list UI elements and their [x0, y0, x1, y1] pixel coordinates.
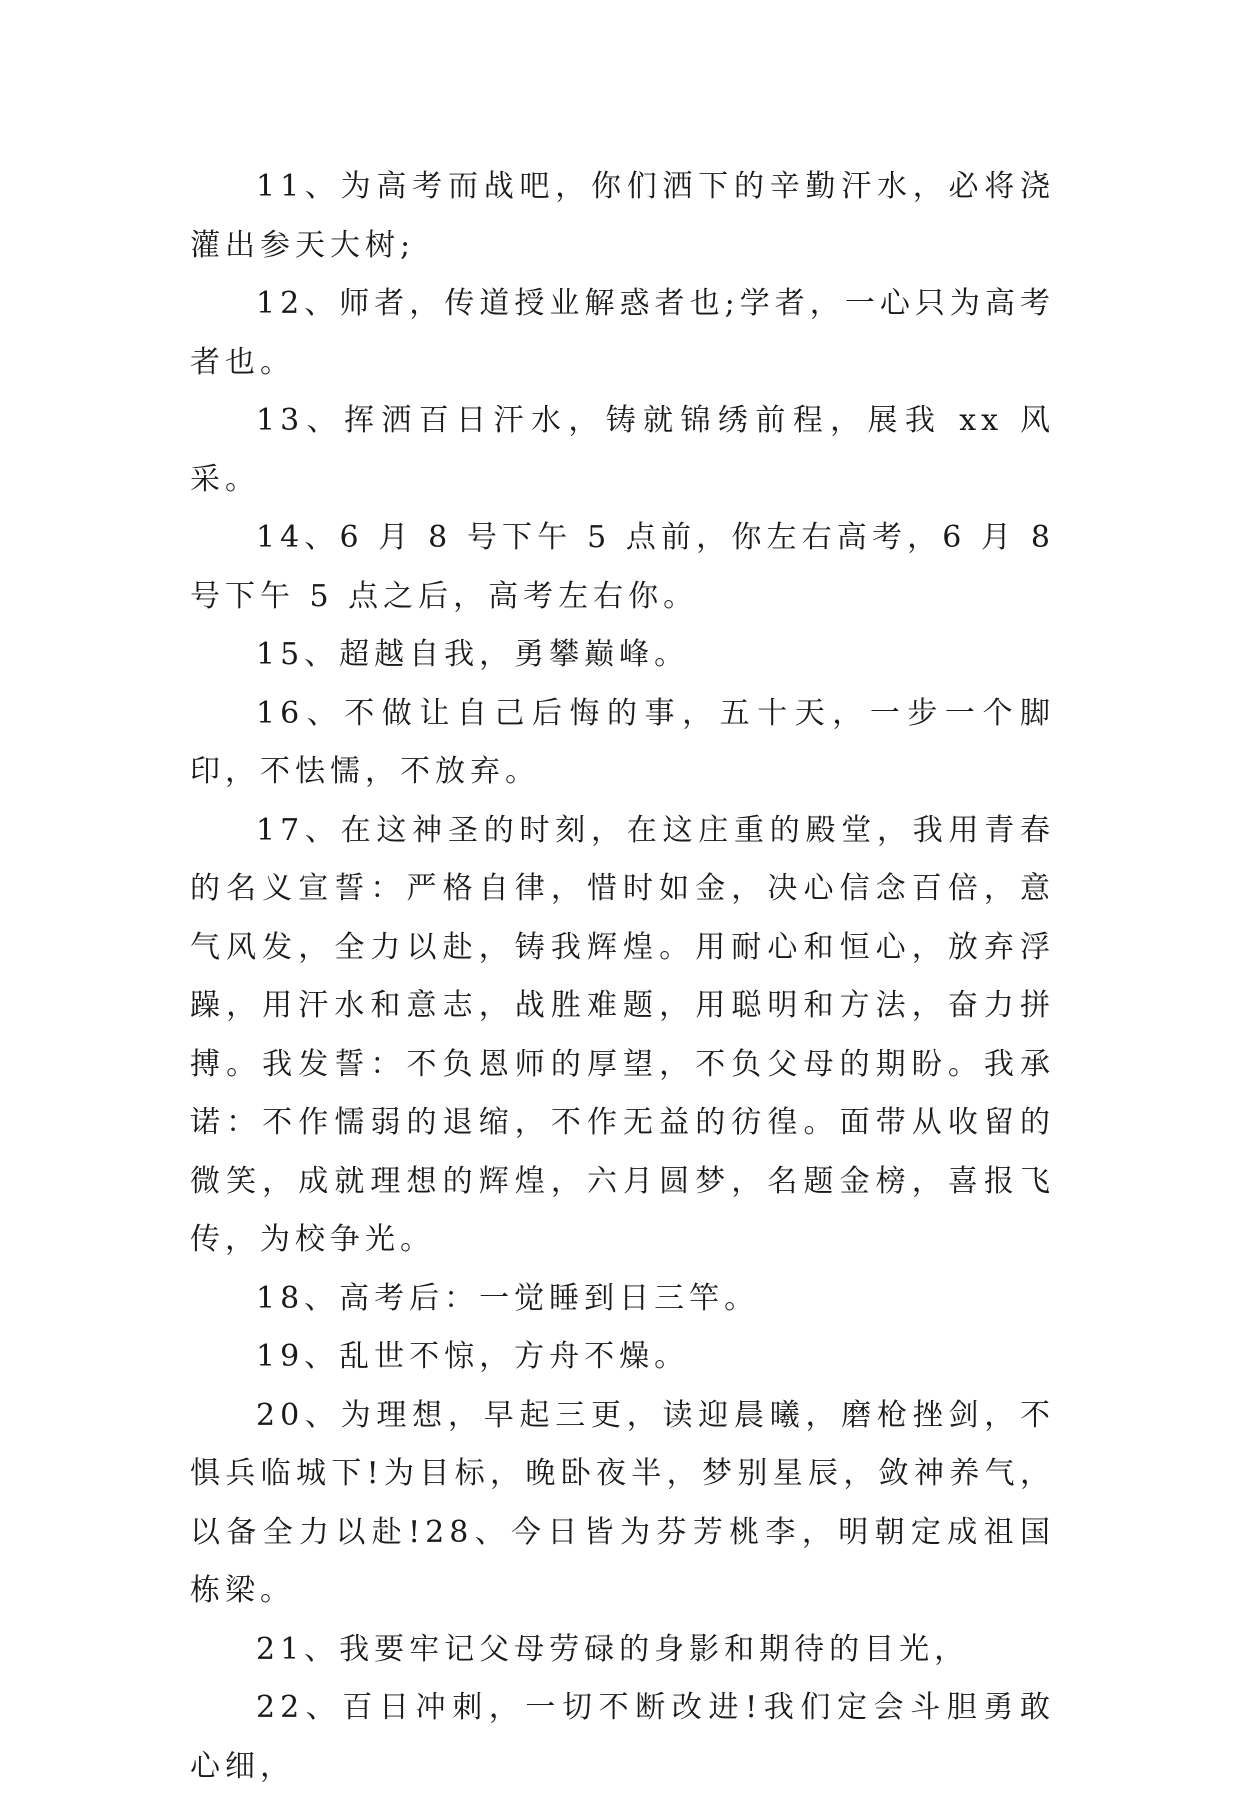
paragraph-21: 21、我要牢记父母劳碌的身影和期待的目光，: [256, 1631, 970, 1667]
paragraph-11: 11、为高考而战吧，你们洒下的辛勤汗水，必将浇灌出参天大树;: [190, 169, 1055, 263]
paragraph-19: 19、乱世不惊，方舟不燥。: [256, 1339, 690, 1374]
paragraph-15: 15、超越自我，勇攀巅峰。: [256, 637, 690, 672]
paragraph-22: 22、百日冲刺，一切不断改进!我们定会斗胆勇敢心细，: [190, 1690, 1055, 1784]
paragraph-14: 14、6 月 8 号下午 5 点前，你左右高考，6 月 8 号下午 5 点之后，高考左右你。: [190, 520, 1055, 614]
paragraph-17: 17、在这神圣的时刻，在这庄重的殿堂，我用青春的名义宣誓：严格自律，惜时如金，决心信念百倍，意气风发，全力以赴，铸我辉煌。用耐心和恒心，放弃浮躁，用汗水和意志，战胜难题，用聪明和方法，奋力拼搏。我发誓：不负恩师的厚望，不负父母的期盼。我承诺：不作懦弱的退缩，不作无益的彷徨。面带从收留的微笑，成就理想的辉煌，六月圆梦，名题金榜，喜报飞传，为校争光。: [190, 812, 1055, 1257]
paragraph-16: 16、不做让自己后悔的事，五十天，一步一个脚印，不怯懦，不放弃。: [190, 695, 1055, 789]
paragraph-18: 18、高考后：一觉睡到日三竿。: [256, 1280, 760, 1316]
paragraph-12: 12、师者，传道授业解惑者也;学者，一心只为高考者也。: [190, 286, 1055, 380]
paragraph-20: 20、为理想，早起三更，读迎晨曦，磨枪挫剑，不惧兵临城下!为目标，晚卧夜半，梦别星辰，敛神养气，以备全力以赴!28、今日皆为芬芳桃李，明朝定成祖国栋梁。: [190, 1397, 1055, 1608]
paragraph-13: 13、挥洒百日汗水，铸就锦绣前程，展我 xx 风采。: [190, 403, 1055, 497]
document-body: [190, 158, 1055, 1796]
